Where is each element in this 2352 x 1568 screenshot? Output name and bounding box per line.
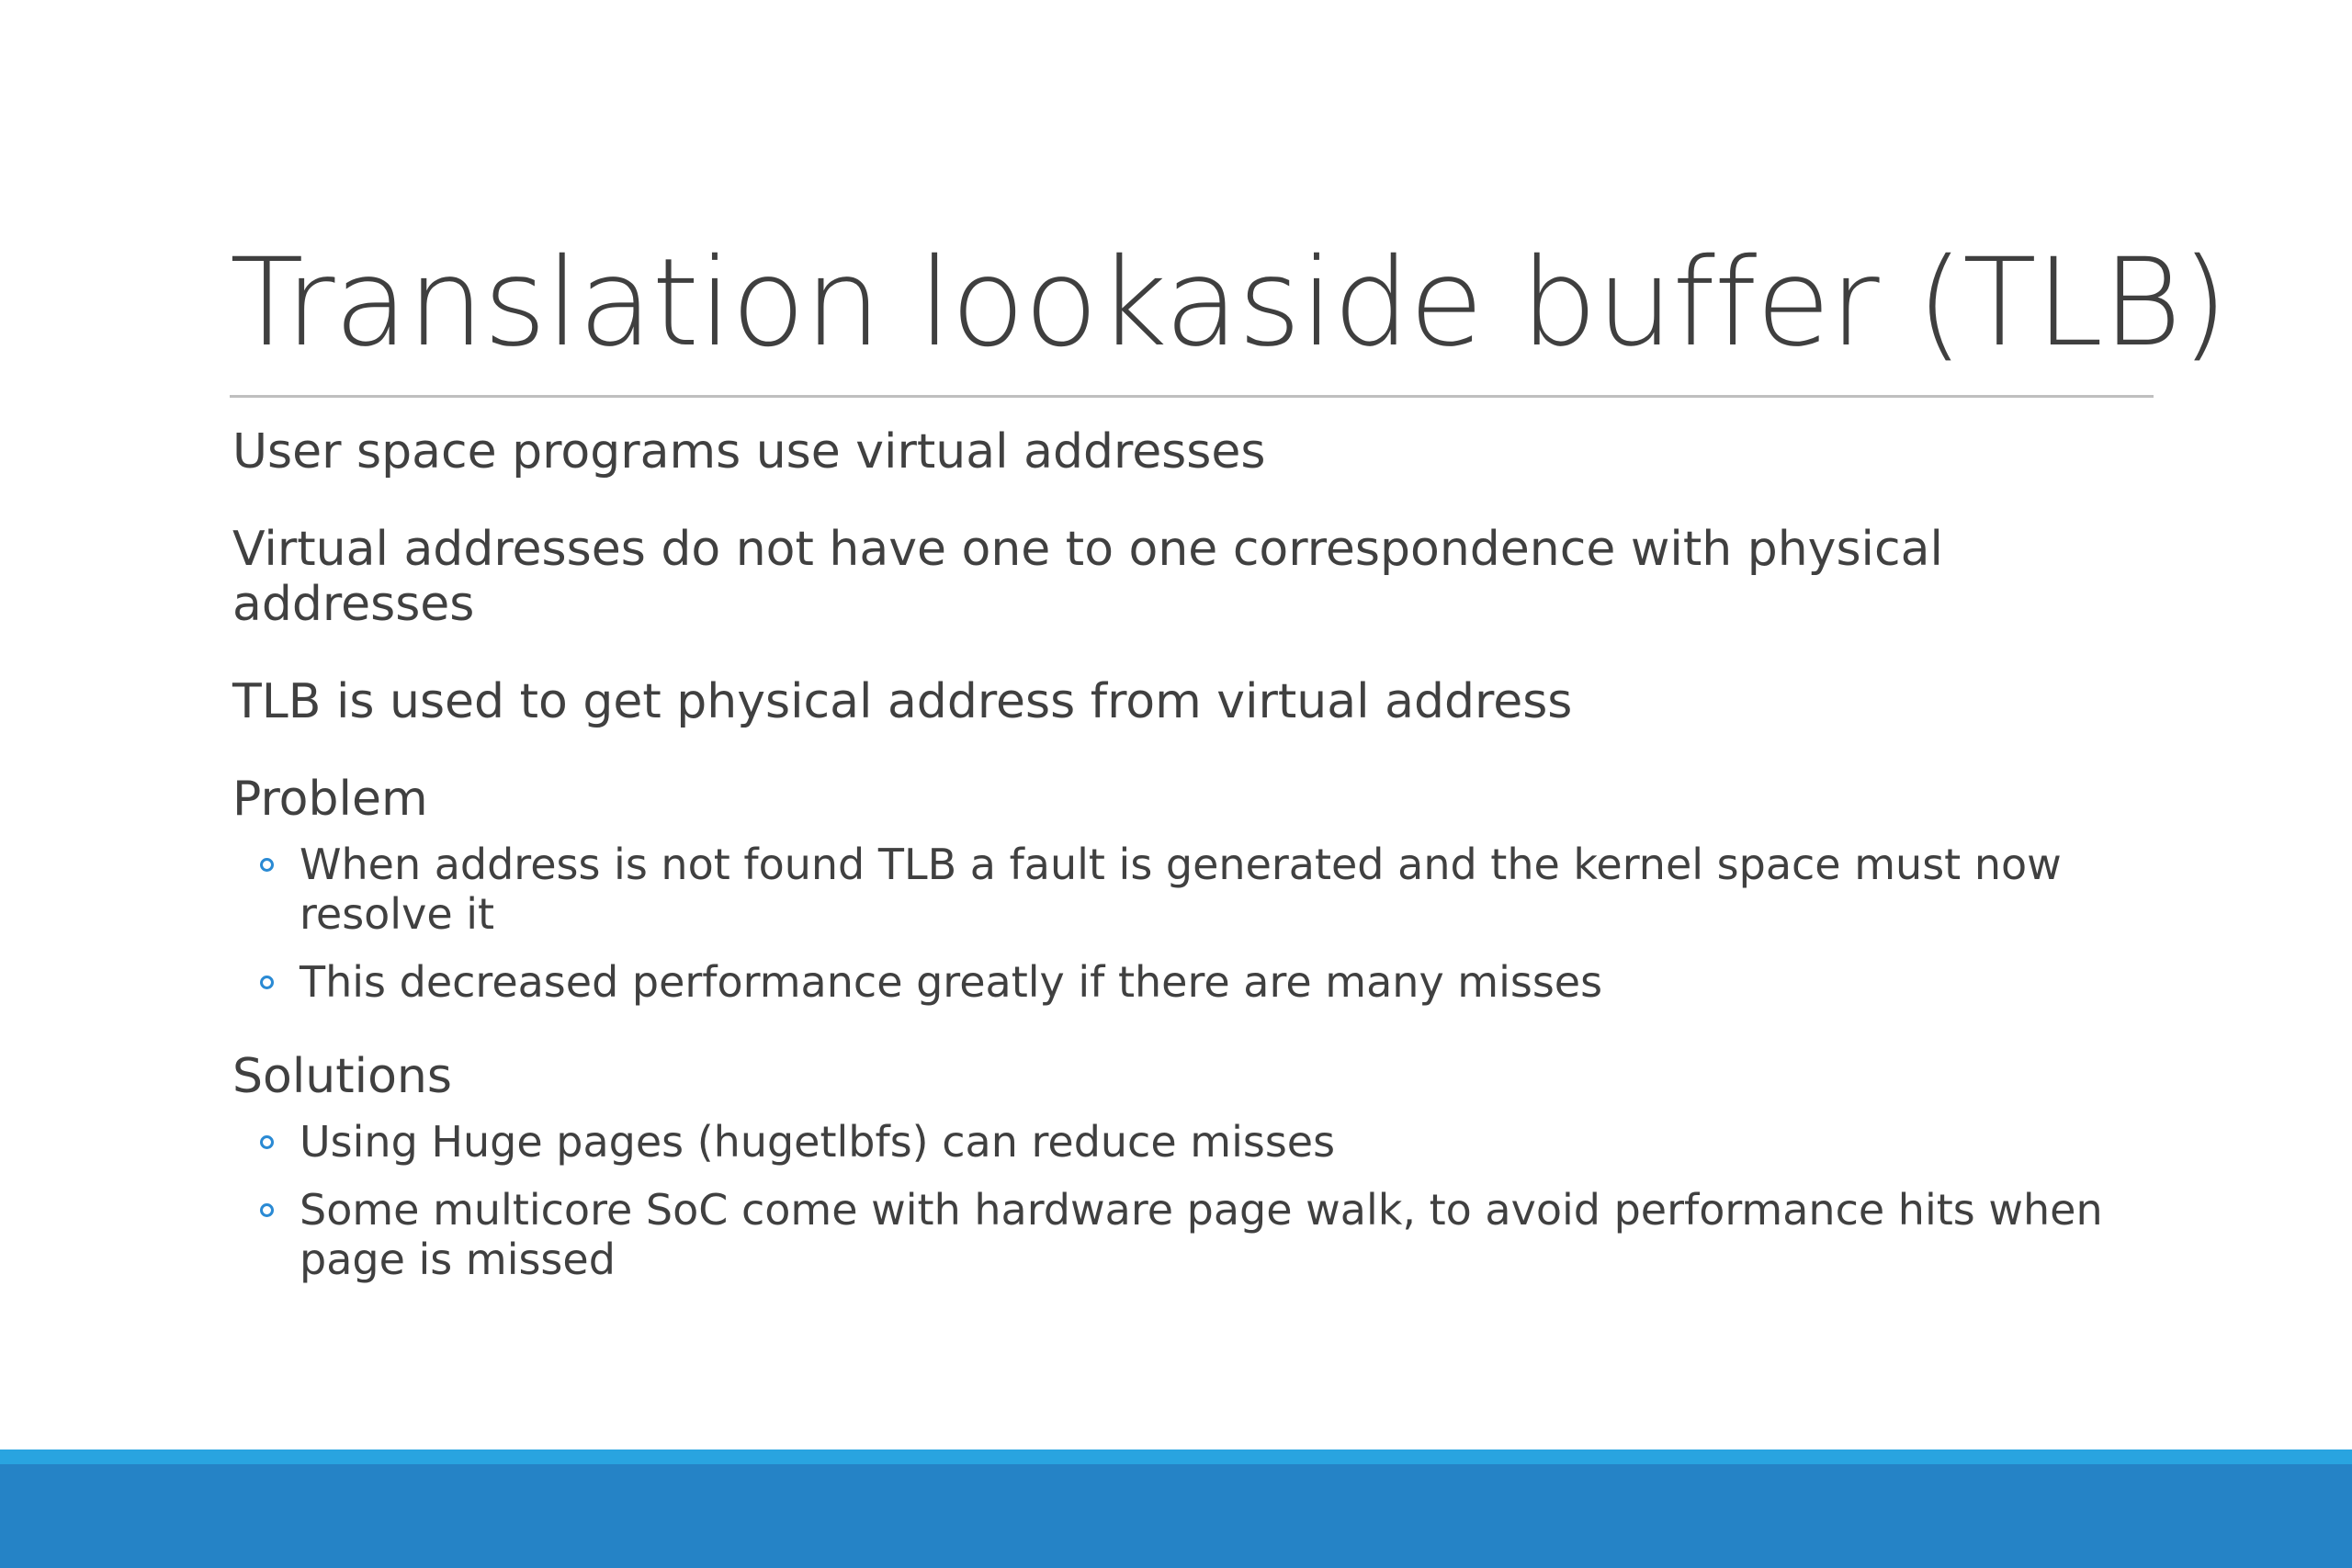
solution-item <box>232 1117 2162 1167</box>
solutions-list <box>232 1117 2162 1284</box>
slide-content <box>232 424 2162 1326</box>
bullet-tlb-usage: TLB is used to get physical address from virtual address <box>232 674 1573 729</box>
solution-item-text: Some multicore SoC come with hardware page walk, to avoid performance hits when page is missed <box>300 1185 2103 1284</box>
solution-item-text: Using Huge pages (hugetlbfs) can reduce misses <box>300 1117 1336 1167</box>
title-divider <box>230 395 2154 398</box>
slide-title: Translation lookaside buffer (TLB) <box>230 232 2228 374</box>
solution-item <box>232 1185 2162 1284</box>
circle-bullet-icon <box>260 976 274 989</box>
circle-bullet-icon <box>260 1203 274 1217</box>
problem-item <box>232 957 2162 1007</box>
solutions-heading: Solutions <box>232 1049 452 1104</box>
problem-heading: Problem <box>232 772 428 827</box>
problem-item <box>232 840 2162 939</box>
bullet-virtual-addresses: Virtual addresses do not have one to one correspondence with physical addresses <box>232 522 1943 632</box>
problem-item-text: When address is not found TLB a fault is generated and the kernel space must now resolve it <box>300 840 2062 939</box>
circle-bullet-icon <box>260 858 274 872</box>
bullet-user-space: User space programs use virtual addresses <box>232 424 1266 479</box>
problem-item-text: This decreased performance greatly if there are many misses <box>300 957 1603 1007</box>
circle-bullet-icon <box>260 1135 274 1149</box>
problem-list <box>232 840 2162 1007</box>
footer-accent-stripe <box>0 1450 2352 1464</box>
footer-bar <box>0 1464 2352 1568</box>
